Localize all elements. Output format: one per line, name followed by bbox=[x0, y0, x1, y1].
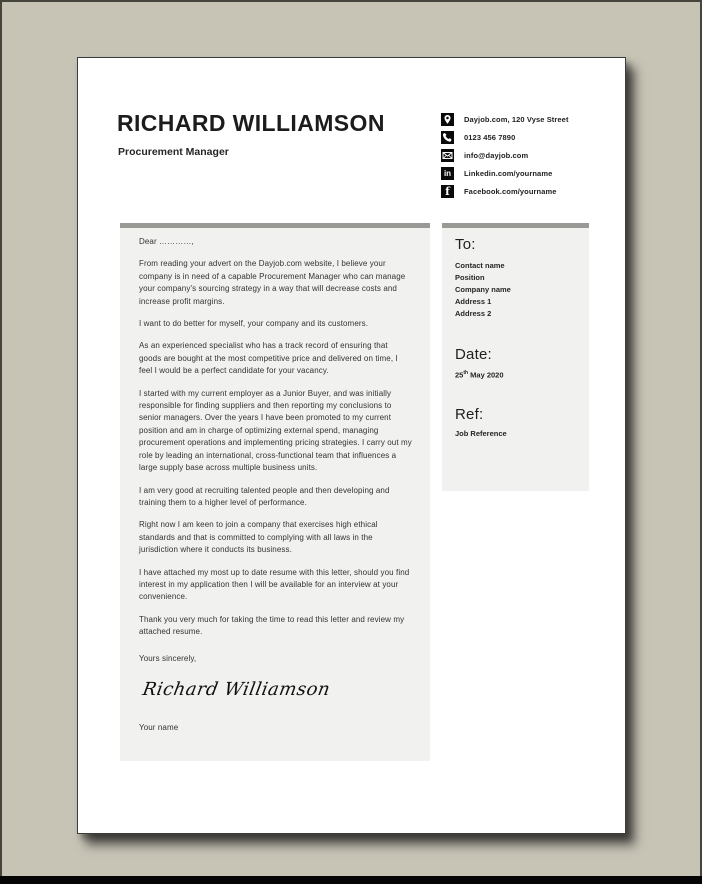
recipient-line: Position bbox=[455, 273, 485, 282]
contact-phone-label: 0123 456 7890 bbox=[464, 133, 516, 142]
linkedin-icon: in bbox=[441, 167, 454, 180]
contact-row-linkedin bbox=[441, 167, 569, 180]
contact-row-facebook bbox=[441, 185, 569, 198]
person-name: RICHARD WILLIAMSON bbox=[117, 110, 385, 136]
contact-address-label: Dayjob.com, 120 Vyse Street bbox=[464, 115, 569, 124]
person-job-title: Procurement Manager bbox=[118, 146, 229, 158]
ref-heading: Ref: bbox=[455, 405, 484, 423]
signature: Richard Williamson bbox=[141, 678, 332, 700]
salutation: Dear …………, bbox=[139, 237, 194, 246]
date-heading: Date: bbox=[455, 346, 492, 363]
recipient-line: Address 2 bbox=[455, 309, 492, 318]
contact-facebook-label: Facebook.com/yourname bbox=[464, 187, 557, 196]
contact-row-email bbox=[441, 149, 569, 162]
date-rest: May 2020 bbox=[468, 370, 504, 380]
letter-paragraph: As an experienced specialist who has a track record of ensuring that goods are bought at the most competitive price and delivered on time, I feel I would be a perfect candidate for your vacancy. bbox=[139, 341, 398, 376]
recipient-panel bbox=[442, 228, 589, 491]
letter-body-column bbox=[120, 223, 430, 761]
bottom-black-strip bbox=[0, 876, 702, 884]
contact-email-label: info@dayjob.com bbox=[464, 151, 529, 160]
letter-paragraph: Right now I am keen to join a company that exercises high ethical standards and that is committed to complying with all laws in the jurisdiction where it conducts its business. bbox=[139, 520, 378, 555]
signoff-name: Your name bbox=[139, 722, 179, 732]
recipient-lines bbox=[455, 260, 579, 320]
letter-body-panel bbox=[120, 228, 430, 761]
letter-paragraph: I have attached my most up to date resume with this letter, should you find interest in my application then I will be available for an interview at your convenience. bbox=[139, 567, 410, 602]
date-day: 25 bbox=[455, 370, 464, 380]
contact-block bbox=[441, 113, 569, 203]
letter-paragraph: I want to do better for myself, your company and its customers. bbox=[139, 319, 369, 329]
recipient-line: Contact name bbox=[455, 261, 505, 270]
location-pin-icon bbox=[441, 113, 454, 126]
contact-row-phone bbox=[441, 131, 569, 144]
email-icon bbox=[441, 149, 454, 162]
letter-paragraph: From reading your advert on the Dayjob.com website, I believe your company is in need of a capable Procurement Manager who can manage your company's sourcing strategy in a way that will decrease costs and increase profit margins. bbox=[139, 259, 406, 306]
contact-linkedin-label: Linkedin.com/yourname bbox=[464, 169, 553, 178]
to-heading: To: bbox=[455, 236, 476, 253]
letter-paragraph: Thank you very much for taking the time to read this letter and review my attached resume. bbox=[139, 614, 405, 637]
recipient-line: Address 1 bbox=[455, 297, 492, 306]
contact-row-address bbox=[441, 113, 569, 126]
letter-paragraph: I started with my current employer as a Junior Buyer, and was initially responsible for finding suppliers and then reporting my conclusions to senior managers. Over the years I have been promoted to my current position and am in charge of optimizing external spend, managing procurement operations and implementing pricing strategies. I carry out my role by leading an international, cross-functional team that influences a large supply base across multiple business units. bbox=[139, 388, 412, 473]
date-value bbox=[455, 370, 579, 380]
ref-value: Job Reference bbox=[455, 428, 507, 438]
letter-paragraph: I am very good at recruiting talented people and then developing and training them to a higher level of performance. bbox=[139, 485, 390, 507]
phone-icon bbox=[441, 131, 454, 144]
recipient-column bbox=[442, 223, 589, 491]
closing-line: Yours sincerely, bbox=[139, 653, 197, 663]
date-ordinal: th bbox=[463, 370, 469, 376]
letter-page bbox=[77, 57, 626, 834]
recipient-line: Company name bbox=[455, 285, 511, 294]
facebook-icon: f bbox=[441, 185, 454, 198]
